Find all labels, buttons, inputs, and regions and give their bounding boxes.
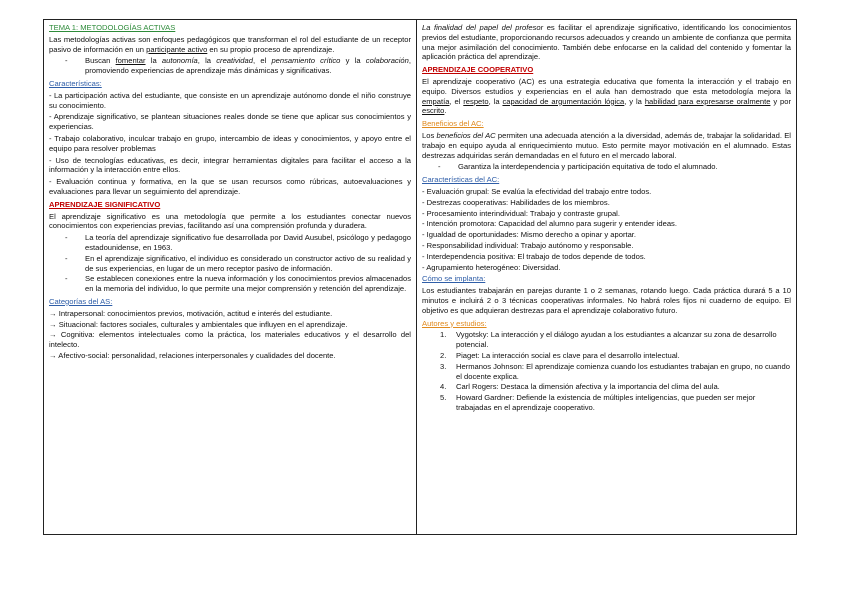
list-item: 2. Piaget: La interacción social es clave para el desarrollo intelectual.: [440, 350, 680, 360]
right-column: [417, 20, 796, 534]
underlined-term: participante activo: [146, 44, 208, 54]
list-item: 1. Vygotsky: La interacción y el diálogo ayudan a los estudiantes a alcanzar su zona de desarrollo potencial.: [440, 330, 777, 350]
list-item: - Buscan fomentar la autonomía, la creatividad, el pensamiento crítico y la colaboración, promoviendo experiencias de aprendizaje más dinámicas y significativas.: [65, 56, 411, 76]
section-heading: APRENDIZAJE COOPERATIVO: [422, 65, 534, 75]
list-item: - Interdependencia positiva: El trabajo de todos depende de todos.: [422, 251, 646, 261]
list-item: → Situacional: factores sociales, culturales y ambientales que influyen en el aprendizaje.: [49, 319, 348, 329]
list-item: → Intrapersonal: conocimientos previos, motivación, actitud e interés del estudiante.: [49, 308, 333, 318]
document-page: [43, 19, 797, 535]
section-heading: Autores y estudios:: [422, 318, 487, 328]
list-item: → Afectivo-social: personalidad, relaciones interpersonales y cualidades del docente.: [49, 350, 336, 360]
list-item: - Destrezas cooperativas: Habilidades de los miembros.: [422, 197, 610, 207]
characteristics-list: [49, 91, 411, 197]
left-column: [44, 20, 417, 534]
list-item: - Evaluación continua y formativa, en la que se usan recursos como rúbricas, autoevaluaciones y evaluaciones para llevar un seguimiento del aprendizaje.: [49, 177, 411, 196]
list-item: - Garantiza la interdependencia y participación equitativa de todo el alumnado.: [438, 162, 718, 172]
section-heading: Cómo se implanta:: [422, 274, 486, 284]
categories-list: [49, 309, 411, 361]
significant-learning-list: [49, 233, 411, 294]
paragraph: Los beneficios del AC permiten una adecuada atención a la diversidad, además de, trabajar la solidaridad. El trabajo en equipo ayuda al enriquecimiento mutuo. Esto permite mayor motivación en el alumnado. Estas destrezas adquiridas serán demandadas en el futuro en el mercado laboral.: [422, 130, 791, 160]
section-heading: APRENDIZAJE SIGNIFICATIVO: [49, 199, 161, 209]
list-item: - Aprendizaje significativo, se plantean situaciones reales donde se tiene que aplicar sus conocimientos y experiencias.: [49, 112, 411, 132]
list-item: - Se establecen conexiones entre la nueva información y los conocimientos previos almacenados en la memoria del individuo, lo que permite una mejor comprensión y retención del aprendizaje.: [65, 274, 411, 294]
list-item: - Responsabilidad individual: Trabajo autónomo y responsable.: [422, 240, 634, 250]
list-item: - La teoría del aprendizaje significativo fue desarrollada por David Ausubel, psicólogo y pedagogo estadounidense, en 1963.: [65, 233, 411, 252]
intro-bullet-list: [49, 56, 411, 76]
teacher-role-paragraph: La finalidad del papel del profesor es facilitar el aprendizaje significativo, identificando los conocimientos previos del estudiante, proporcionando recursos adecuados y creando un ambiente de confianza que permita una mejor asimilación del conocimiento. También debe enfocarse en la calidad del contenido y fomentar la aplicación práctica del aprendizaje.: [422, 23, 791, 62]
paragraph: El aprendizaje cooperativo (AC) es una estrategia educativa que fomenta la interacción y el trabajo en equipo. Diversos estudios y experiencias en el aula han demostrado que esta metodología mejora la empatía, el respeto, la capacidad de argumentación lógica, y la habilidad para expresarse oralmente y por escrito.: [422, 76, 792, 116]
topic-title: TEMA 1: METODOLOGÍAS ACTIVAS: [49, 23, 176, 32]
list-item: - La participación activa del estudiante, que consiste en un aprendizaje autónomo donde el niño construye su conocimiento.: [49, 90, 411, 110]
paragraph: Los estudiantes trabajarán en parejas durante 1 o 2 semanas, rotando luego. Cada práctica durará 5 a 10 minutos e incluirá 2 o 3 técnicas cooperativas informales. No habrá roles fijos ni cuaderno de equipo. El objetivo es que adquieran destrezas para el aprendizaje colaborativo futuro.: [422, 286, 791, 315]
section-heading: Beneficios del AC:: [422, 119, 484, 129]
section-heading: Categorías del AS:: [49, 296, 113, 306]
list-item: 3. Hermanos Johnson: El aprendizaje comienza cuando los estudiantes trabajan en grupo, no cuando el docente explica.: [440, 361, 790, 381]
list-item: 5. Howard Gardner: Defiende la existencia de múltiples inteligencias, que pueden ser mejor trabajadas en el aprendizaje cooperativo.: [440, 393, 756, 412]
authors-list: [422, 330, 791, 412]
list-item: - Agrupamiento heterogéneo: Diversidad.: [422, 262, 561, 272]
list-item: - Igualdad de oportunidades: Mismo derecho a opinar y aportar.: [422, 230, 637, 240]
list-item: - Evaluación grupal: Se evalúa la efectividad del trabajo entre todos.: [422, 186, 652, 196]
list-item: → Cognitiva: elementos intelectuales como la práctica, los materiales educativos y el desarrollo del intelecto.: [49, 330, 411, 350]
list-item: - Uso de tecnologías educativas, es decir, integrar herramientas digitales para facilitar el acceso a la información y la interacción entre ellos.: [49, 155, 411, 175]
list-item: - Intención promotora: Capacidad del alumno para sugerir y entender ideas.: [422, 219, 677, 229]
list-item: - Procesamiento interindividual: Trabajo y contraste grupal.: [422, 208, 620, 218]
list-item: - Trabajo colaborativo, inculcar trabajo en grupo, intercambio de ideas y conocimientos, y apoyo entre el equipo para resolver problemas: [49, 133, 411, 153]
cooperative-characteristics-list: [422, 187, 791, 272]
paragraph: El aprendizaje significativo es una metodología que permite a los estudiantes conectar nuevos conocimientos con experiencias previas, facilitando así una comprensión profunda y duradera.: [49, 211, 411, 231]
list-item: - En el aprendizaje significativo, el individuo es considerado un constructor activo de su realidad y de sus experiencias, en lugar de un mero receptor pasivo de información.: [65, 253, 411, 273]
section-heading: Características:: [49, 78, 102, 88]
benefits-list: [422, 162, 791, 172]
list-item: 4. Carl Rogers: Destaca la dimensión afectiva y la importancia del clima del aula.: [440, 382, 720, 392]
section-heading: Características del AC:: [422, 175, 500, 185]
intro-paragraph: Las metodologías activas son enfoques pedagógicos que transforman el rol del estudiante de un receptor pasivo de información en un participante activo en su propio proceso de aprendizaje.: [49, 34, 411, 54]
